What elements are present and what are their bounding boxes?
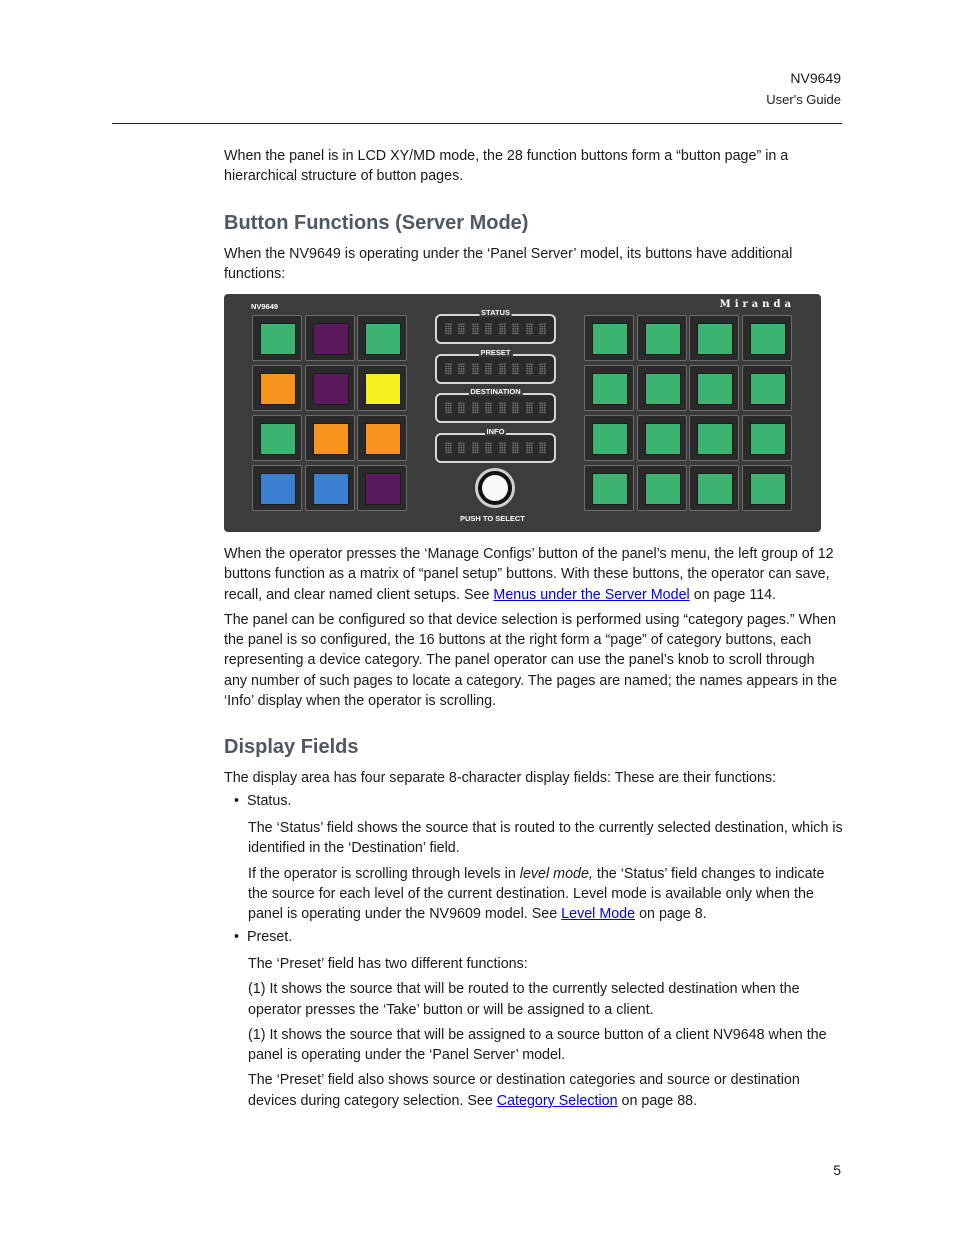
display-field-destination [435, 387, 556, 423]
header-product: NV9649 [790, 70, 841, 86]
bullet-preset: • Preset. [234, 929, 293, 945]
section-heading-button-functions: Button Functions (Server Mode) [224, 212, 529, 234]
setup-matrix-button [252, 365, 302, 411]
section1-body [224, 544, 840, 711]
display-field-preset [435, 347, 556, 384]
intro-paragraph: When the panel is in LCD XY/MD mode, the 28 function buttons form a “button page” in a hierarchical structure of button pages. [224, 148, 789, 185]
category-button [637, 315, 687, 361]
display-label: PRESET [480, 347, 511, 357]
setup-matrix-button [357, 465, 407, 511]
setup-matrix-button [357, 415, 407, 461]
level-mode-link[interactable]: Level Mode [561, 906, 636, 923]
setup-matrix-button [357, 365, 407, 411]
setup-matrix-button [305, 315, 355, 361]
category-button [742, 465, 792, 511]
category-button [584, 315, 634, 361]
nv9649-panel-figure [224, 294, 821, 532]
setup-matrix-button [252, 315, 302, 361]
menus-server-model-link[interactable]: Menus under the Server Model [493, 586, 690, 603]
section1-lead: When the NV9649 is operating under the ‘Panel Server’ model, its buttons have additional functions: [224, 246, 793, 283]
page-number: 5 [833, 1162, 841, 1178]
category-button [637, 415, 687, 461]
category-button [689, 415, 739, 461]
setup-matrix-button [252, 415, 302, 461]
display-label: INFO [486, 426, 505, 436]
section2-lead: The display area has four separate 8-character display fields: These are their functions: [224, 770, 777, 786]
status-description: The ‘Status’ field shows the source that is routed to the currently selected destination, which is identified in the ‘Destination’ field. If the operator is scrolling through levels in level mode, the ‘Status’ field changes to indicate the source for each level of the current destination. Level mode is available only when the panel is operating under the NV9609 model. See Level Mode on page 8. [248, 820, 843, 923]
display-label: DESTINATION [470, 387, 521, 396]
category-button [584, 365, 634, 411]
category-button [742, 415, 792, 461]
setup-matrix-button [305, 415, 355, 461]
display-label: STATUS [481, 308, 510, 317]
preset-description: The ‘Preset’ field has two different functions: (1) It shows the source that will be routed to the currently selected destination when the operator presses the ‘Take’ button or will be assigned to a client. (1) It shows the source that will be assigned to a source button of a client NV9648 when the panel is operating under the ‘Panel Server’ model. The ‘Preset’ field also shows source or destination categories and source or destination devices during category selection. See Category Selection on page 88. [248, 956, 827, 1109]
category-button [584, 465, 634, 511]
header-guide: User's Guide [766, 92, 841, 107]
category-button [689, 365, 739, 411]
manage-configs-paragraph: When the operator presses the ‘Manage Configs’ button of the panel’s menu, the left group of 12 buttons function as a matrix of “panel setup” buttons. With these buttons, the operator can save, recall, and clear named client setups. See Menus under the Server Model on page 114. [224, 546, 834, 603]
panel-model-label: NV9649 [251, 302, 279, 311]
display-field-info [435, 426, 556, 463]
bullet-status: • Status. [234, 793, 292, 809]
category-button [637, 365, 687, 411]
section-heading-display-fields: Display Fields [224, 736, 359, 758]
setup-matrix-button [305, 465, 355, 511]
category-pages-paragraph: The panel can be configured so that device selection is performed using “category pages.” When the panel is so configured, the 16 buttons at the right form a “page” of category buttons, each representing a device category. The panel operator can use the panel’s knob to scroll through any number of such pages to locate a category. The pages are named; the names appears in the ‘Info’ display when the operator is scrolling. [224, 611, 838, 710]
category-button [742, 365, 792, 411]
category-button [689, 465, 739, 511]
miranda-logo: Miranda [719, 299, 795, 310]
push-to-select-label: PUSH TO SELECT [460, 514, 525, 523]
category-button [742, 315, 792, 361]
setup-matrix-button [252, 465, 302, 511]
select-knob [475, 468, 515, 508]
setup-matrix-button [357, 315, 407, 361]
category-button [637, 465, 687, 511]
header-rule [112, 123, 842, 124]
category-selection-link[interactable]: Category Selection [496, 1092, 618, 1109]
setup-matrix-button [305, 365, 355, 411]
display-field-status [435, 308, 556, 344]
category-button [584, 415, 634, 461]
category-button [689, 315, 739, 361]
